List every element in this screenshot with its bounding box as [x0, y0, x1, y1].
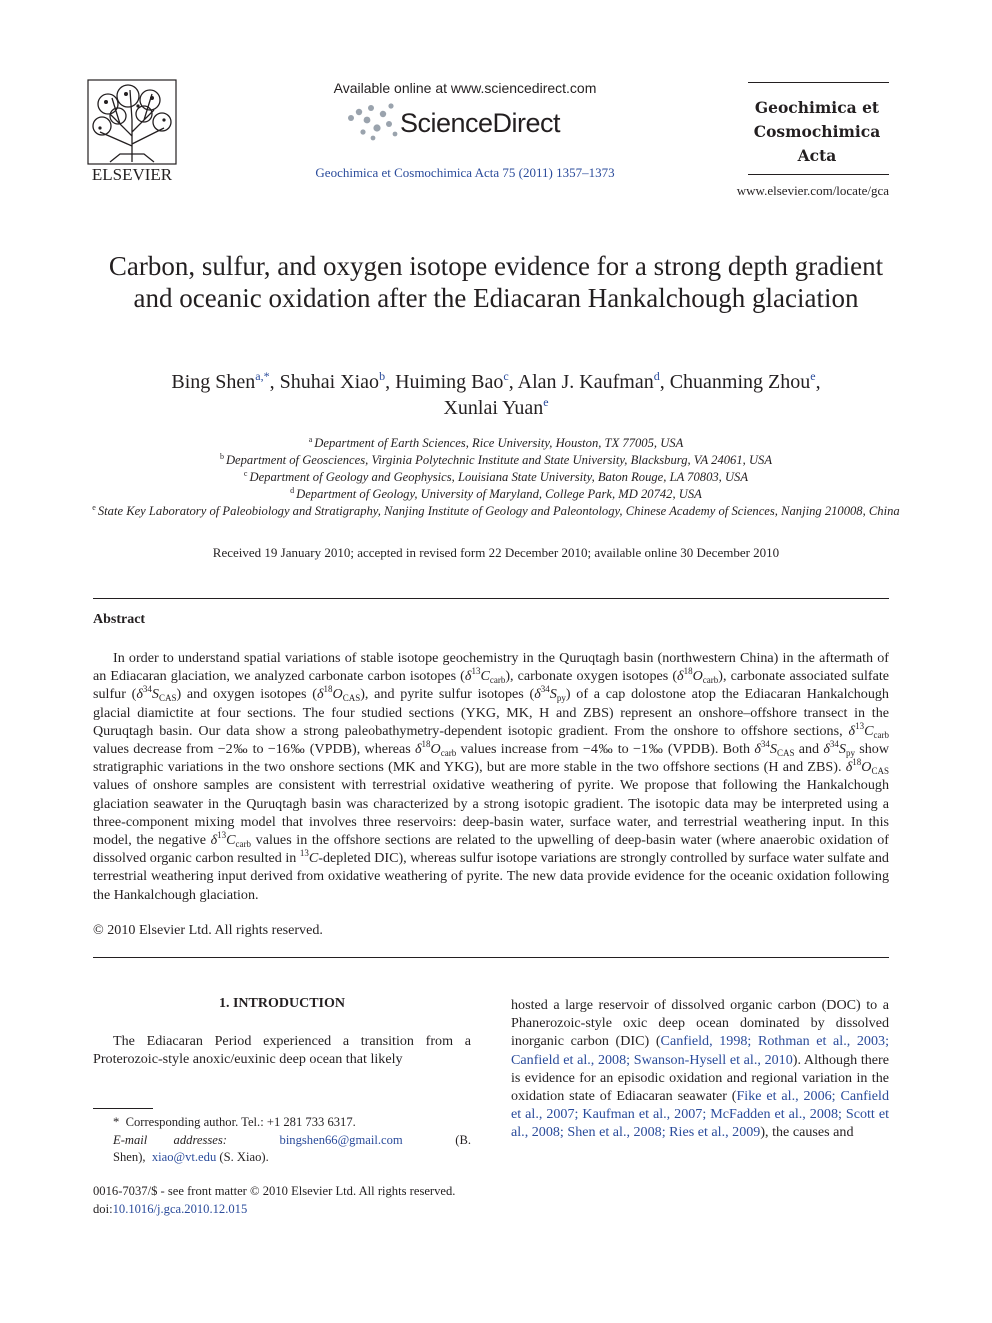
affil-text: Department of Geology and Geophysics, Louisiana State University, Baton Rouge, LA 70803, USA — [249, 470, 749, 484]
intro-paragraph-right: hosted a large reservoir of dissolved organic carbon (DOC) to a Phanerozoic-style oxic deep ocean dominated by dissolved inorganic carbon (DIC) (Canfield, 1998; Rothman et al., 2003; Canfield et al., 2008; Swanson-Hysell et al., 2010). Although there is evidence for an episodic oxidation and regional variation in the oxidation state of Ediacaran seawater (Fike et al., 2006; Canfield et al., 2007; Kaufman et al., 2007; McFadden et al., 2008; Scott et al., 2008; Shen et al., 2008; Ries et al., 2009), the causes and — [511, 997, 889, 1141]
publisher-wordmark: ELSEVIER — [91, 165, 173, 184]
footnote-corresponding — [93, 1114, 471, 1132]
email-link-shen[interactable]: bingshen66@gmail.com — [279, 1132, 403, 1147]
doi-line — [93, 1201, 513, 1219]
online-availability: Available online at www.sciencedirect.com — [333, 80, 597, 96]
journal-line-1: Geochimica et — [754, 98, 880, 117]
affil-key: c — [243, 469, 248, 478]
author-name: Xunlai Yuan — [443, 397, 544, 419]
header-rule-bottom — [748, 174, 889, 175]
journal-citation-link[interactable]: Geochimica et Cosmochimica Acta 75 (2011) 1357–1373 — [315, 165, 615, 180]
author-separator: , — [815, 371, 821, 393]
affiliation-d — [90, 486, 902, 503]
affil-text: Department of Geology, University of Maryland, College Park, MD 20742, USA — [296, 487, 702, 501]
affil-key: b — [219, 452, 224, 461]
issn-line: 0016-7037/$ - see front matter © 2010 Elsevier Ltd. All rights reserved. — [93, 1184, 456, 1198]
author-separator: , — [269, 371, 280, 393]
intro-paragraph-left: The Ediacaran Period experienced a transition from a Proterozoic-style anoxic/euxinic deep ocean that likely — [93, 1033, 471, 1068]
email-owner: (B. Shen), — [113, 1132, 472, 1164]
corresponding-footnote — [93, 1114, 471, 1167]
elsevier-tree-logo — [80, 76, 184, 184]
abstract-heading: Abstract — [93, 612, 146, 627]
journal-name — [740, 96, 894, 168]
author-affil-marker[interactable]: b — [379, 369, 386, 383]
footnote-emails — [93, 1132, 471, 1167]
issn-front-matter — [93, 1183, 513, 1218]
author-affil-marker[interactable]: d — [653, 369, 660, 383]
abstract-text: In order to understand spatial variations of stable isotope geochemistry in the Quruqtagh basin (northwestern China) in the aftermath of an Ediacaran glaciation, we analyzed carbonate carbon isotopes $(\delta^{13}C_{carb})$, carbonate oxygen isotopes $(\delta^{18}O_{carb})$, carbonate associated sulfate sulfur $(\delta^{34}S_{CAS})$ and oxygen isotopes $(\delta^{18}O_{CAS})$, and pyrite sulfur isotopes $(\delta^{34}S_{py})$ of a cap dolostone atop the Ediacaran Hankalchough glacial diamictite at four sections. The four studied sections (YKG, MK, H and ZBS) represent an onshore–offshore transect in the Quruqtagh basin. Our data show a strong paleobathymetry-dependent isotopic gradient. From the onshore to offshore sections, $\delta^{13}C_{carb}$ values decrease from −2‰ to −16‰ (VPDB), whereas $\delta^{18}O_{carb}$ values increase from −4‰ to −1‰ (VPDB). Both $\delta^{34}S_{CAS}$ and $\delta^{34}S_{py}$ show stratigraphic variations in the two onshore sections (MK and YKG), but are more stable in the two offshore sections (H and ZBS). $\delta^{18}O_{CAS}$ values of onshore samples are consistent with terrestrial oxidative weathering of pyrite. We propose that following the Hankalchough glaciation seawater in the Quruqtagh basin was characterized by a strong isotopic gradient. The isotopic data may be interpreted using a three-component mixing model that involves three reservoirs: deep-basin water, surface water, and terrestrial weathering input. In this model, the negative $\delta^{13}C_{carb}$ values in the offshore sections are related to the upwelling of deep-basin water (where anaerobic oxidation of dissolved organic carbon resulted in $^{13}$C-depleted DIC), whereas sulfur isotope variations are strongly controlled by surface water sulfate and terrestrial weathering input derived from oxidative weathering of pyrite. The new data provide evidence for the oceanic oxidation following the Hankalchough glaciation. — [93, 650, 890, 903]
journal-line-2: Cosmochimica — [753, 122, 881, 141]
affil-key: e — [92, 503, 96, 512]
affiliation-a — [90, 435, 902, 452]
abstract-rule-bottom — [93, 957, 889, 958]
footnote-corresponding-text: Corresponding author. Tel.: +1 281 733 6317. — [125, 1115, 356, 1129]
author-name: Alan J. Kaufman — [517, 371, 654, 393]
ref-link[interactable]: Fike et al., 2006; Canfield et al., 2007; Kaufman et al., 2007; McFadden et al., 2008; Scott et al., 2008; Shen et al., 2008; Ries et al., 2009 — [511, 1088, 889, 1141]
author-separator: , — [508, 371, 518, 393]
header-rule-top — [748, 82, 889, 83]
copyright-line: © 2010 Elsevier Ltd. All rights reserved. — [93, 922, 323, 938]
affil-text: State Key Laboratory of Paleobiology and Stratigraphy, Nanjing Institute of Geology and Paleontology, Chinese Academy of Sciences, Nanjing 210008, China — [97, 504, 900, 518]
author-name: Chuanming Zhou — [669, 371, 811, 393]
affil-key: d — [290, 486, 295, 495]
affil-text: Department of Geosciences, Virginia Polytechnic Institute and State University, Blacksburg, VA 24061, USA — [225, 453, 773, 467]
author-name: Huiming Bao — [395, 371, 504, 393]
journal-url-link[interactable]: www.elsevier.com/locate/gca — [736, 183, 889, 198]
email-owner: (S. Xiao). — [219, 1150, 269, 1164]
section-heading-introduction: 1. INTRODUCTION — [218, 996, 345, 1011]
affiliation-b — [90, 452, 902, 469]
author-name: Shuhai Xiao — [279, 371, 380, 393]
affiliation-e — [90, 503, 902, 520]
author-separator: , — [659, 371, 670, 393]
article-title: Carbon, sulfur, and oxygen isotope evidence for a strong depth gradient and oceanic oxidation after the Ediacaran Hankalchough glaciation — [108, 251, 884, 313]
asterisk-marker: * — [113, 1115, 126, 1129]
sciencedirect-wordmark: ScienceDirect — [400, 108, 561, 138]
ref-link[interactable]: Canfield, 1998; Rothman et al., 2003; Canfield et al., 2008; Swanson-Hysell et al., 2010 — [511, 1033, 889, 1068]
sciencedirect-dots-icon — [345, 100, 405, 144]
affil-text: Department of Earth Sciences, Rice University, Houston, TX 77005, USA — [314, 436, 684, 450]
author-affil-marker[interactable]: c — [503, 369, 509, 383]
author-affil-marker[interactable]: a,* — [255, 369, 270, 383]
journal-line-3: Acta — [797, 146, 837, 165]
affil-key: a — [308, 435, 313, 444]
author-affil-marker[interactable]: e — [810, 369, 816, 383]
abstract-rule-top — [93, 598, 889, 599]
affiliation-c — [90, 469, 902, 486]
affiliations — [90, 435, 902, 520]
doi-label: doi: — [93, 1201, 113, 1216]
received-dates: Received 19 January 2010; accepted in revised form 22 December 2010; available online 30 December 2010 — [212, 545, 780, 560]
author-name: Bing Shen — [171, 371, 256, 393]
author-separator: , — [385, 371, 396, 393]
email-label: E-mail addresses: — [113, 1132, 227, 1147]
doi-link[interactable]: 10.1016/j.gca.2010.12.015 — [112, 1201, 248, 1216]
footnote-rule — [93, 1108, 153, 1109]
email-link-xiao[interactable]: xiao@vt.edu — [151, 1150, 217, 1164]
author-affil-marker[interactable]: e — [543, 395, 549, 409]
author-list — [80, 369, 912, 421]
